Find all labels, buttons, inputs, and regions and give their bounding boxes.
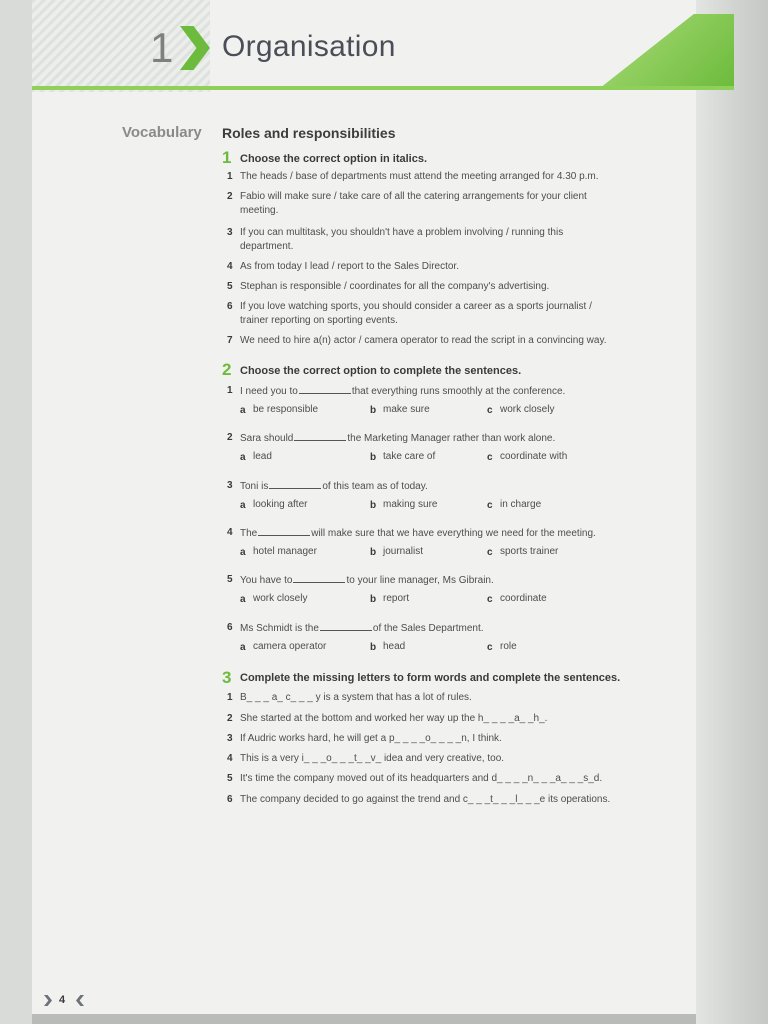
exercise-2-option-text: coordinate with xyxy=(500,451,568,462)
sentence-end: to your line manager, Ms Gibrain. xyxy=(346,575,494,586)
exercise-2-option-letter: a xyxy=(240,452,246,463)
exercise-1-item-text: department. xyxy=(240,241,294,252)
section-label: Vocabulary xyxy=(122,124,202,141)
section-title: Roles and responsibilities xyxy=(222,125,396,141)
exercise-2-option-text: camera operator xyxy=(253,641,327,652)
exercise-1-item-number: 6 xyxy=(227,301,233,312)
exercise-3-item-text: If Audric works hard, he will get a p_ _ _ _o_ _ _ _n, I think. xyxy=(240,733,502,744)
answer-blank[interactable] xyxy=(320,621,372,631)
header-rule xyxy=(32,86,734,90)
sentence-start: The xyxy=(240,528,258,539)
exercise-2-option-text: head xyxy=(383,641,406,652)
exercise-2-option-letter: c xyxy=(487,547,493,558)
sentence-end: will make sure that we have everything we need for the meeting. xyxy=(311,528,596,539)
exercise-2-option-letter: a xyxy=(240,500,246,511)
exercise-3-item-number: 6 xyxy=(227,794,233,805)
exercise-2-option-letter: b xyxy=(370,452,377,463)
exercise-1-item-text: trainer reporting on sporting events. xyxy=(240,315,398,326)
exercise-3-item-number: 1 xyxy=(227,692,233,703)
exercise-2-option-letter: b xyxy=(370,642,377,653)
exercise-2-sentence xyxy=(240,621,484,636)
page-number: 4 xyxy=(59,994,66,1006)
sentence-start: Ms Schmidt is the xyxy=(240,623,319,634)
answer-blank[interactable] xyxy=(258,526,310,536)
exercise-1-item-number: 2 xyxy=(227,191,233,202)
exercise-1-item-number: 4 xyxy=(227,261,233,272)
page-edge-shadow xyxy=(696,0,768,1024)
sentence-end: the Marketing Manager rather than work alone. xyxy=(347,433,556,444)
exercise-2-option-text: making sure xyxy=(383,499,438,510)
exercise-2-option-letter: c xyxy=(487,452,493,463)
exercise-3-item-text: It's time the company moved out of its headquarters and d_ _ _ _n_ _ _a_ _ _s_d. xyxy=(240,773,603,784)
exercise-2-option-letter: a xyxy=(240,642,246,653)
exercise-2-option-letter: a xyxy=(240,547,246,558)
exercise-2-option-text: journalist xyxy=(383,546,424,557)
exercise-3-item-number: 3 xyxy=(227,733,233,744)
exercise-1-item-text: If you can multitask, you shouldn't have a problem involving / running this xyxy=(240,227,564,238)
header-hatch-pattern xyxy=(32,0,210,92)
exercise-1-item-text: The heads / base of departments must attend the meeting arranged for 4.30 p.m. xyxy=(240,171,599,182)
exercise-2-option-letter: b xyxy=(370,547,377,558)
exercise-1-item-number: 7 xyxy=(227,335,233,346)
exercise-1-item-text: Fabio will make sure / take care of all the catering arrangements for your client xyxy=(240,191,587,202)
exercise-2-option-text: report xyxy=(383,593,410,604)
exercise-1-item-text: Stephan is responsible / coordinates for all the company's advertising. xyxy=(240,281,550,292)
answer-blank[interactable] xyxy=(299,384,351,394)
exercise-2-instruction: Choose the correct option to complete the sentences. xyxy=(240,365,522,377)
exercise-2-option-text: role xyxy=(500,641,517,652)
sentence-start: I need you to xyxy=(240,386,298,397)
exercise-3-item-number: 4 xyxy=(227,753,233,764)
unit-number: 1 xyxy=(150,24,174,71)
sentence-start: Toni is xyxy=(240,481,269,492)
exercise-3-item-text: The company decided to go against the trend and c_ _ _t_ _ _l_ _ _e its operations. xyxy=(240,794,611,805)
exercise-2-sentence xyxy=(240,431,555,446)
exercise-2-sentence xyxy=(240,526,596,541)
exercise-2-option-text: coordinate xyxy=(500,593,547,604)
exercise-2-option-letter: a xyxy=(240,594,246,605)
answer-blank[interactable] xyxy=(293,573,345,583)
sentence-end: of the Sales Department. xyxy=(372,623,484,634)
exercise-2-option-text: work closely xyxy=(500,404,555,415)
exercise-2-option-text: make sure xyxy=(383,404,430,415)
exercise-3-item-number: 5 xyxy=(227,773,233,784)
exercise-2-item-number: 3 xyxy=(227,480,233,491)
exercise-3-item-text: This is a very i_ _ _o_ _ _t_ _v_ idea and very creative, too. xyxy=(240,753,505,764)
sentence-end: that everything runs smoothly at the conference. xyxy=(351,386,566,397)
exercise-1-item-text: meeting. xyxy=(240,205,279,216)
exercise-1-item-text: We need to hire a(n) actor / camera operator to read the script in a convincing way. xyxy=(240,335,607,346)
exercise-1-number: 1 xyxy=(222,148,232,167)
exercise-3-number: 3 xyxy=(222,668,232,687)
footer-band xyxy=(32,1014,696,1024)
exercise-3-item-text: She started at the bottom and worked her way up the h_ _ _ _a_ _h_. xyxy=(240,713,548,724)
exercise-2-option-text: lead xyxy=(253,451,272,462)
exercise-2-sentence xyxy=(240,479,428,494)
answer-blank[interactable] xyxy=(269,479,321,489)
exercise-2-item-number: 6 xyxy=(227,622,233,633)
exercise-2-option-letter: b xyxy=(370,594,377,605)
exercise-1-item-number: 1 xyxy=(227,171,233,182)
exercise-2-item-number: 1 xyxy=(227,385,233,396)
exercise-2-option-text: sports trainer xyxy=(500,546,559,557)
answer-blank[interactable] xyxy=(294,431,346,441)
exercise-2-option-letter: a xyxy=(240,405,246,416)
exercise-2-sentence xyxy=(240,573,494,588)
unit-title: Organisation xyxy=(222,30,396,63)
exercise-1-instruction: Choose the correct option in italics. xyxy=(240,153,428,165)
exercise-2-option-text: take care of xyxy=(383,451,436,462)
exercise-2-option-letter: b xyxy=(370,500,377,511)
exercise-2-option-letter: c xyxy=(487,405,493,416)
sentence-start: Sara should xyxy=(240,433,294,444)
exercise-2-item-number: 4 xyxy=(227,527,233,538)
exercise-2-option-text: looking after xyxy=(253,499,308,510)
exercise-3-instruction: Complete the missing letters to form words and complete the sentences. xyxy=(240,672,621,684)
exercise-3-item-text: B_ _ _ a_ c_ _ _ y is a system that has a lot of rules. xyxy=(240,692,472,703)
exercise-2-option-text: work closely xyxy=(253,593,308,604)
exercise-3-item-number: 2 xyxy=(227,713,233,724)
exercise-2-number: 2 xyxy=(222,360,232,379)
exercise-2-option-text: be responsible xyxy=(253,404,319,415)
exercise-2-option-letter: b xyxy=(370,405,377,416)
exercise-2-sentence xyxy=(240,384,565,399)
exercise-2-option-letter: c xyxy=(487,642,493,653)
exercise-1-item-text: As from today I lead / report to the Sales Director. xyxy=(240,261,459,272)
exercise-1-item-number: 5 xyxy=(227,281,233,292)
exercise-2-item-number: 2 xyxy=(227,432,233,443)
exercise-2-option-text: hotel manager xyxy=(253,546,317,557)
exercise-2-option-text: in charge xyxy=(500,499,542,510)
exercise-2-option-letter: c xyxy=(487,500,493,511)
exercise-1-item-number: 3 xyxy=(227,227,233,238)
sentence-end: of this team as of today. xyxy=(322,481,428,492)
sentence-start: You have to xyxy=(240,575,293,586)
exercise-1-item-text: If you love watching sports, you should consider a career as a sports journalist / xyxy=(240,301,592,312)
exercise-2-option-letter: c xyxy=(487,594,493,605)
exercise-2-item-number: 5 xyxy=(227,574,233,585)
